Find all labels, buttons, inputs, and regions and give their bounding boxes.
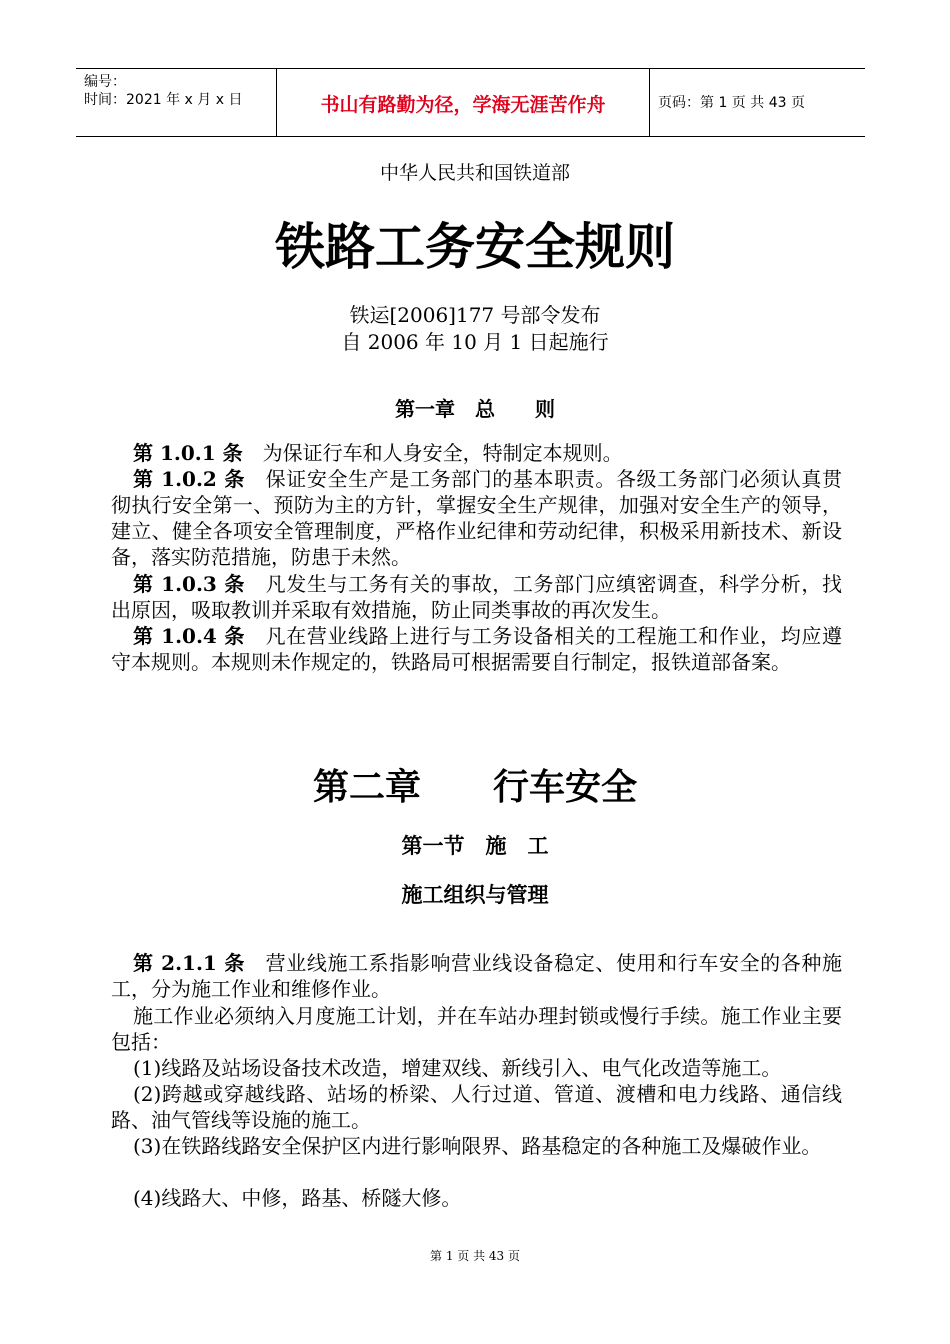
list-item-text: (2)跨越或穿越线路、站场的桥梁、人行过道、管道、渡槽和电力线路、通信线路、油气管线等设施的施工。: [111, 1082, 842, 1132]
ministry-name: 中华人民共和国铁道部: [379, 162, 570, 184]
article-1-0-4: [111, 623, 842, 675]
header-motto-cell: [277, 69, 650, 136]
list-item: [111, 1081, 842, 1133]
list-item-text: (1)线路及站场设备技术改造，增建双线、新线引入、电气化改造等施工。: [133, 1056, 782, 1080]
header-table: [76, 68, 865, 137]
article-text: 凡发生与工务有关的事故，工务部门应缜密调查，科学分析，找出原因，吸取教训并采取有效措施，防止同类事故的再次发生。: [111, 572, 843, 622]
number-label: 编号：: [84, 74, 126, 90]
article-number: 第 1.0.4 条: [133, 624, 246, 648]
article-2-1-1: [111, 950, 842, 1002]
subsection-heading: 施工组织与管理: [401, 882, 549, 907]
article-text: 为保证行车和人身安全，特制定本规则。: [262, 441, 623, 465]
chapter-2-heading: 第二章 行车安全: [312, 767, 637, 808]
list-item: [111, 1133, 842, 1159]
issue-line-2: 自 2006 年 10 月 1 日起施行: [341, 330, 609, 354]
header-info-cell: [76, 69, 277, 136]
paragraph-construction: [111, 1003, 842, 1055]
article-1-0-2: [111, 466, 842, 570]
section-1-heading: 第一节 施 工: [401, 833, 549, 858]
page-footer: 第 1 页 共 43 页: [430, 1249, 520, 1263]
motto-text: 书山有路勤为径，学海无涯苦作舟: [320, 94, 606, 116]
header-page-cell: [650, 69, 865, 136]
article-1-0-1: [111, 440, 842, 466]
article-number: 第 1.0.1 条: [133, 441, 243, 465]
list-item-text: (4)线路大、中修，路基、桥隧大修。: [133, 1186, 462, 1210]
article-number: 第 2.1.1 条: [133, 951, 246, 975]
paragraph-text: 施工作业必须纳入月度施工计划，并在车站办理封锁或慢行手续。施工作业主要包括：: [111, 1004, 842, 1054]
page-label: 页码：第 1 页 共 43 页: [658, 95, 805, 111]
list-item: [111, 1185, 842, 1211]
article-1-0-3: [111, 571, 842, 623]
list-item: [111, 1055, 842, 1081]
document-title: 铁路工务安全规则: [275, 218, 675, 276]
article-text: 凡在营业线路上进行与工务设备相关的工程施工和作业，均应遵守本规则。本规则未作规定的，铁路局可根据需要自行制定，报铁道部备案。: [111, 624, 843, 674]
article-number: 第 1.0.2 条: [133, 467, 246, 491]
article-number: 第 1.0.3 条: [133, 572, 246, 596]
article-text: 营业线施工系指影响营业线设备稳定、使用和行车安全的各种施工，分为施工作业和维修作业。: [111, 951, 843, 1001]
date-label: 时间：2021 年 x 月 x 日: [84, 92, 243, 108]
article-text: 保证安全生产是工务部门的基本职责。各级工务部门必须认真贯彻执行安全第一、预防为主的方针，掌握安全生产规律，加强对安全生产的领导，建立、健全各项安全管理制度，严格作业纪律和劳动纪律，积极采用新技术、新设备，落实防范措施，防患于未然。: [111, 467, 843, 569]
issue-line-1: 铁运[2006]177 号部令发布: [349, 303, 601, 327]
chapter-1-heading: 第一章 总 则: [395, 397, 555, 421]
list-item-text: (3)在铁路线路安全保护区内进行影响限界、路基稳定的各种施工及爆破作业。: [133, 1134, 822, 1158]
